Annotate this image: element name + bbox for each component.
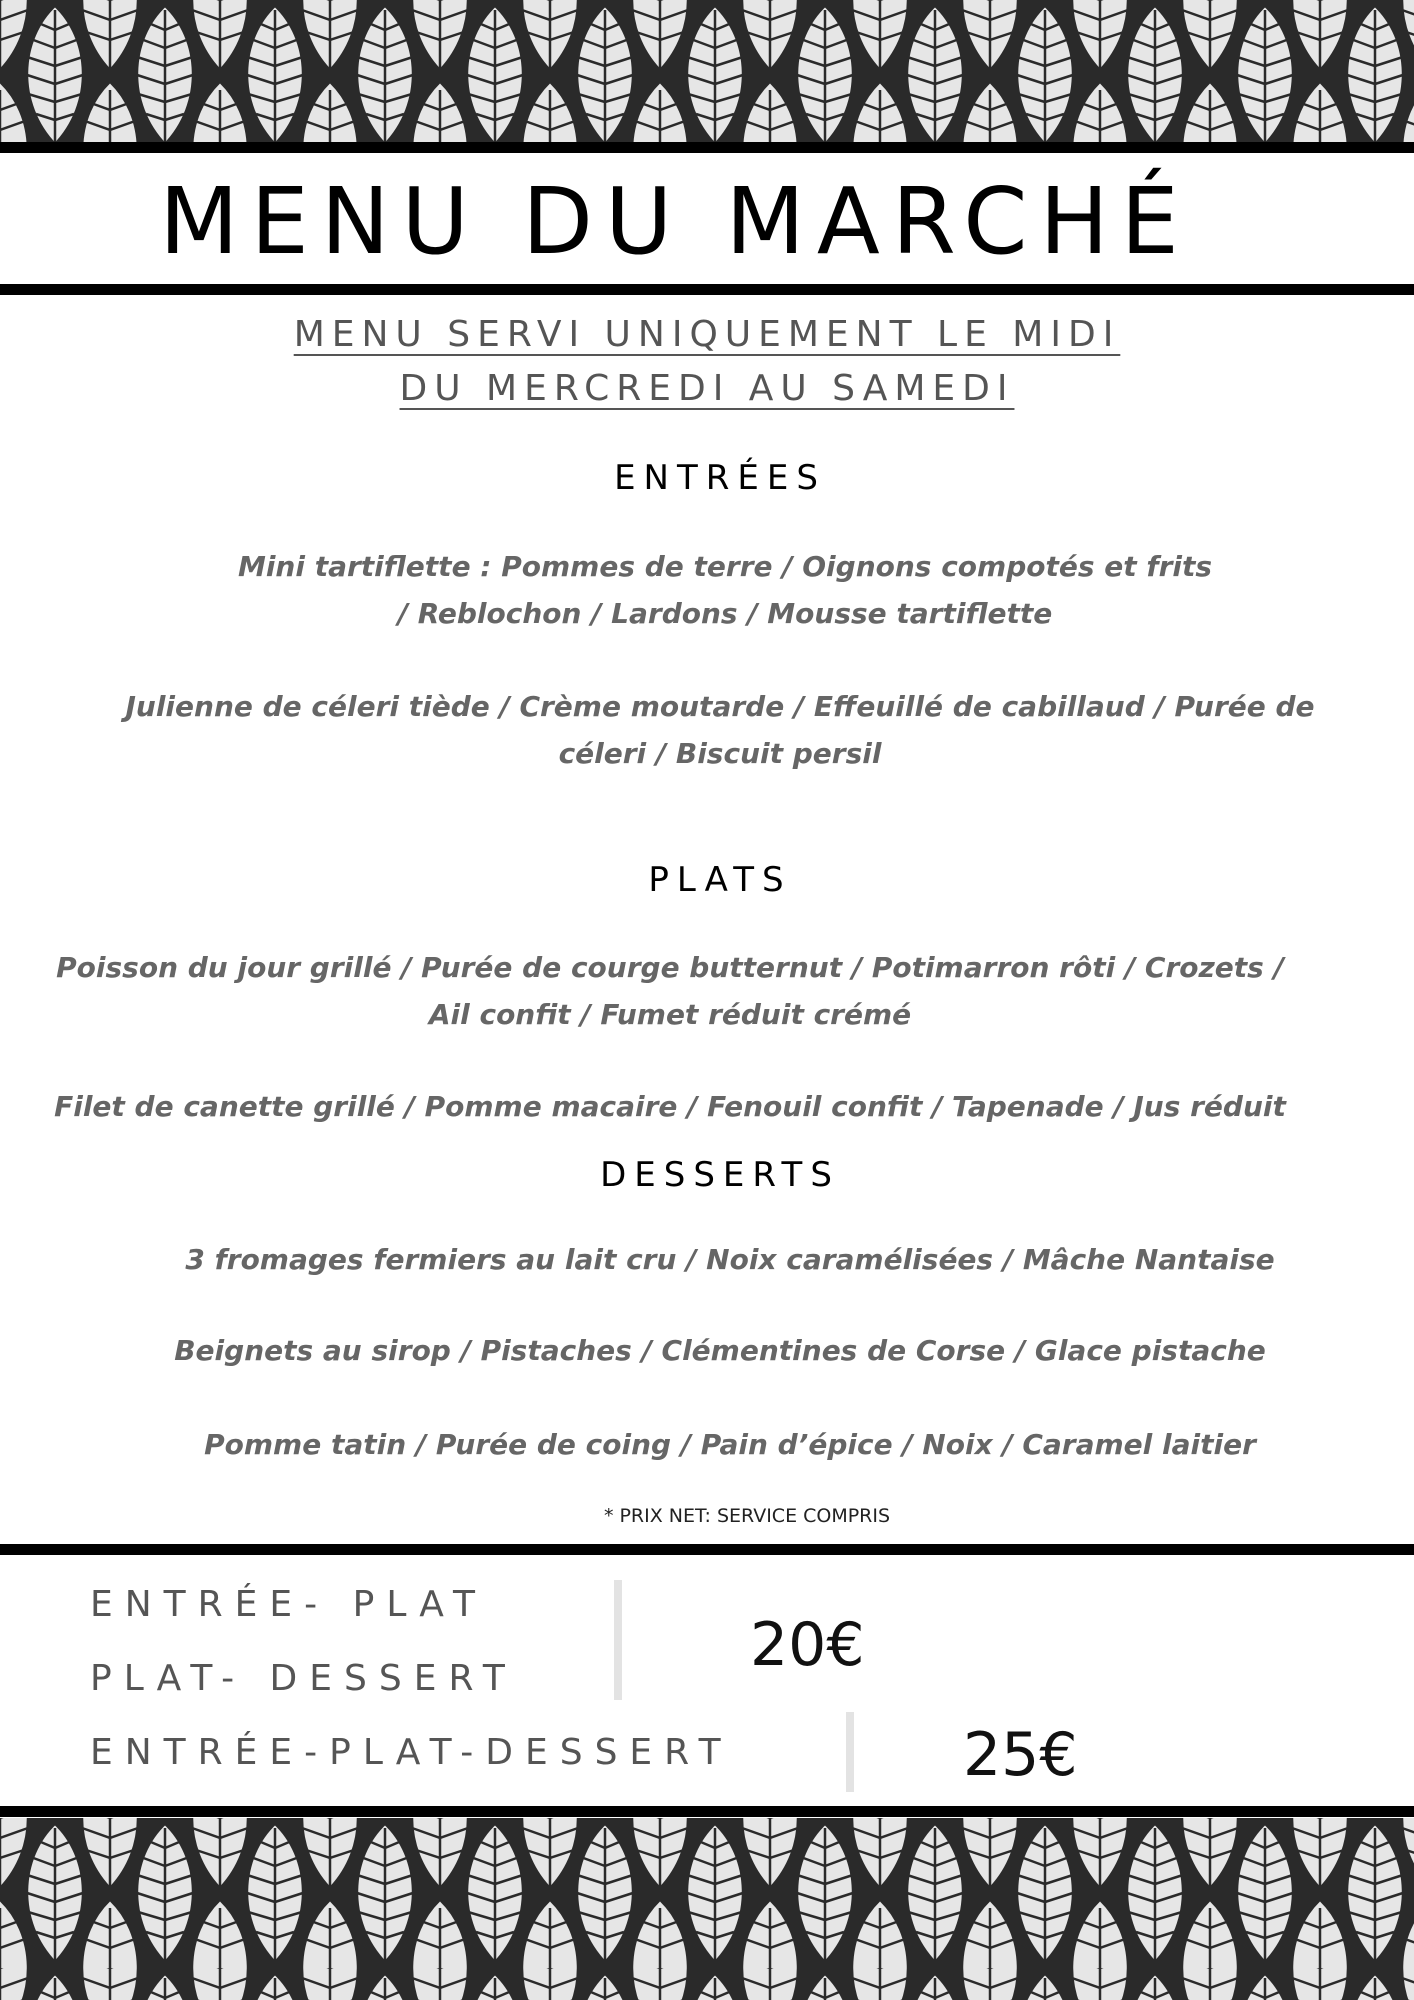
dish-plat-2: Filet de canette grillé / Pomme macaire / Fenouil confit / Tapenade / Jus réduit <box>54 1090 1286 1123</box>
service-hours <box>0 308 1414 416</box>
top-rule-upper <box>0 142 1414 153</box>
leaf-pattern-bottom <box>0 1818 1414 2000</box>
dish-entree-1: Mini tartiflette : Pommes de terre / Oignons compotés et frits / Reblochon / Lardons / Mousse tartiflette <box>237 550 1213 630</box>
dish-dessert-2: Beignets au sirop / Pistaches / Clémentines de Corse / Glace pistache <box>174 1334 1266 1367</box>
price-divider-2 <box>846 1712 854 1792</box>
formula-entree-plat: ENTRÉE- PLAT <box>90 1584 488 1625</box>
dish-dessert-1: 3 fromages fermiers au lait cru / Noix caramélisées / Mâche Nantaise <box>185 1243 1275 1276</box>
formula-plat-dessert: PLAT- DESSERT <box>90 1658 517 1699</box>
dish-entree-2: Julienne de céleri tiède / Crème moutarde / Effeuillé de cabillaud / Purée de céleri / Biscuit persil <box>125 690 1315 770</box>
dish-plat-1: Poisson du jour grillé / Purée de courge butternut / Potimarron rôti / Crozets / Ail confit / Fumet réduit crémé <box>56 951 1284 1031</box>
pricing-rule-upper <box>0 1544 1414 1555</box>
dish-dessert-3: Pomme tatin / Purée de coing / Pain d’épice / Noix / Caramel laitier <box>204 1428 1256 1461</box>
section-title-desserts: DESSERTS <box>600 1155 840 1195</box>
service-hours-line-1: MENU SERVI UNIQUEMENT LE MIDI <box>293 314 1121 355</box>
price-three-courses: 25€ <box>963 1720 1078 1790</box>
leaf-pattern-top <box>0 0 1414 142</box>
formula-entree-plat-dessert: ENTRÉE-PLAT-DESSERT <box>90 1732 733 1773</box>
top-rule-lower <box>0 284 1414 295</box>
price-note: * PRIX NET: SERVICE COMPRIS <box>603 1505 891 1527</box>
leaf-pattern-bottom-graphic <box>0 1818 1414 2000</box>
price-divider-1 <box>614 1580 622 1700</box>
leaf-pattern-top-graphic <box>0 0 1414 142</box>
bottom-rule <box>0 1806 1414 1817</box>
price-two-courses: 20€ <box>750 1610 865 1680</box>
menu-title: MENU DU MARCHÉ <box>159 168 1191 275</box>
section-title-plats: PLATS <box>648 860 792 900</box>
section-title-entrees: ENTRÉES <box>614 458 826 498</box>
service-hours-line-2: DU MERCREDI AU SAMEDI <box>399 368 1015 409</box>
